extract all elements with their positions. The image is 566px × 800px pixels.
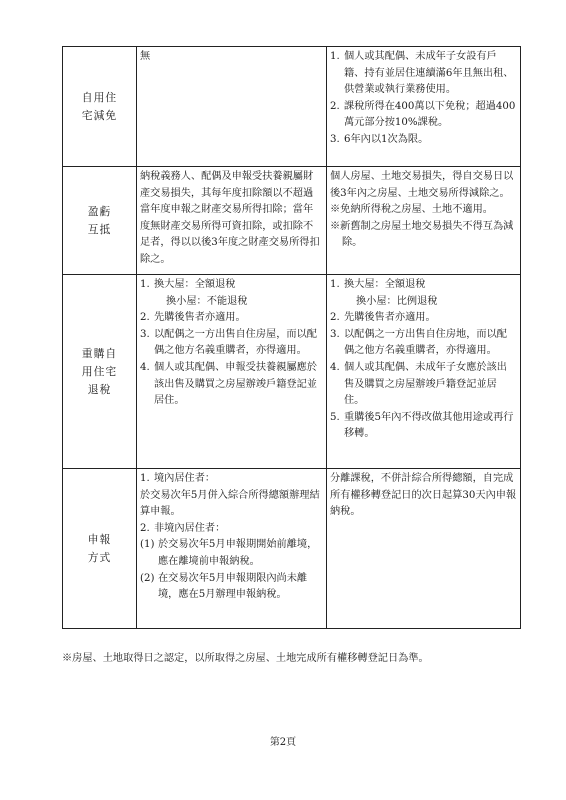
item-text: 課稅所得在400萬以下免稅；超過400萬元部分按10%課稅。 [344, 100, 516, 129]
new-system-cell [327, 275, 521, 469]
item-number: 1. [140, 473, 150, 484]
item-text: 於交易次年5月併入綜合所得總額辦理結算申報。 [140, 489, 320, 518]
item-number: 3. [330, 328, 340, 340]
item-text: 個人或其配偶、未成年子女設有戶籍、持有並居住連續滿6年且無出租、供營業或執行業務使用。 [344, 51, 514, 96]
cell-text: 個人房屋、土地交易損失，得自交易日以後3年內之房屋、土地交易所得減除之。 [330, 171, 514, 199]
item-text: 在交易次年5月申報期限內尚未離境，應在5月辦理申報納稅。 [158, 572, 308, 601]
new-system-cell [327, 47, 521, 167]
item-text: 換大屋：全額退稅 [344, 279, 426, 290]
item-text: 個人或其配偶、未成年子女應於該出售及購買之房屋辦竣戶籍登記並居住。 [344, 361, 507, 407]
row-label-line: 互抵 [87, 222, 112, 236]
row-label-line: 宅減免 [81, 108, 118, 122]
item-text: 重購後5年內不得改做其他用途或再行移轉。 [344, 411, 514, 440]
table-row [63, 167, 521, 275]
item-number: 1. [330, 279, 340, 290]
row-label-line: 方式 [87, 550, 112, 564]
list-item [140, 310, 323, 327]
item-text: 6年內以1次為限。 [344, 133, 429, 145]
item-text: 以配偶之一方出售自住房地，而以配偶之他方名義重購者，亦得適用。 [344, 328, 507, 357]
cell-text: 納稅義務人、配偶及申報受扶養親屬財產交易損失，其每年度扣除額以不超過當年度申報之財產交易所得扣除；當年度無財產交易所得可資扣除，或扣除不足者，得以以後3年度之財產交易所得扣除之。 [140, 171, 320, 265]
list-item [140, 360, 323, 410]
tax-comparison-table [62, 46, 521, 629]
item-number: 1. [330, 51, 340, 62]
item-text: 個人或其配偶、申報受扶養親屬應於該出售及購買之房屋辦竣戶籍登記並居住。 [154, 361, 317, 407]
item-number: 4. [330, 361, 340, 373]
item-text: 換大屋：全額退稅 [154, 279, 236, 290]
list-item [140, 277, 323, 294]
old-system-cell [137, 275, 327, 469]
item-number: 2. [330, 312, 340, 324]
row-label-line: 退稅 [87, 382, 112, 396]
list-item [330, 327, 517, 360]
note-text: ※新舊制之房屋土地交易損失不得互為減除。 [330, 220, 514, 249]
row-label-line: 自用住 [81, 90, 118, 104]
item-number: 3. [330, 133, 340, 145]
item-number: 2. [140, 312, 150, 324]
row-label-line: 重購自 [81, 346, 118, 360]
row-label-loss-offset [63, 167, 137, 275]
list-item [140, 327, 323, 360]
item-number: 4. [140, 361, 150, 373]
list-item [330, 360, 517, 410]
item-number: (1) [140, 539, 155, 551]
list-item [330, 132, 517, 149]
list-item [140, 571, 323, 604]
item-text: 非境內居住者： [154, 522, 226, 534]
item-text: 於交易次年5月申報期開始前離境，應在離境前申報納稅。 [158, 539, 318, 567]
footnote: ※房屋、土地取得日之認定，以所取得之房屋、土地完成所有權移轉登記日為準。 [62, 653, 429, 664]
item-text: 先購後售者亦適用。 [344, 312, 436, 324]
item-number: 3. [140, 328, 150, 340]
page-number: 第2頁 [269, 737, 297, 748]
row-label-filing-method [63, 469, 137, 629]
list-item [140, 537, 323, 570]
list-item [330, 99, 517, 132]
list-item [140, 488, 323, 521]
list-item [330, 294, 517, 311]
list-item [140, 471, 323, 488]
list-item [140, 294, 323, 311]
old-system-cell [137, 47, 327, 167]
list-item [330, 410, 517, 443]
list-item [330, 310, 517, 327]
cell-text: 分離課稅，不併計綜合所得總額，自完成所有權移轉登記日的次日起算30天內申報納稅。 [330, 473, 517, 518]
row-label-self-use-exemption [63, 47, 137, 167]
item-number: 2. [140, 522, 150, 534]
old-system-cell [137, 469, 327, 629]
item-number: (2) [140, 572, 155, 584]
new-system-cell [327, 469, 521, 629]
item-text: 先購後售者亦適用。 [154, 312, 246, 324]
row-label-repurchase-refund [63, 275, 137, 469]
list-item [330, 277, 517, 294]
item-text: 境內居住者： [154, 473, 216, 484]
row-label-line: 用住宅 [81, 364, 118, 378]
item-number: 1. [140, 279, 150, 290]
item-text: 換小屋：比例退稅 [356, 295, 438, 307]
new-system-cell [327, 167, 521, 275]
list-item [330, 49, 517, 99]
table-row [63, 275, 521, 469]
list-item [140, 521, 323, 538]
note-text: ※免納所得稅之房屋、土地不適用。 [330, 204, 493, 216]
item-text: 換小屋：不能退稅 [166, 295, 248, 307]
item-number: 2. [330, 100, 340, 112]
table-row [63, 47, 521, 167]
old-system-cell [137, 167, 327, 275]
cell-text: 無 [140, 51, 151, 62]
item-number: 5. [330, 411, 340, 423]
row-label-line: 申報 [87, 532, 112, 546]
item-text: 以配偶之一方出售自住房屋，而以配偶之他方名義重購者，亦得適用。 [154, 328, 317, 357]
table-row [63, 469, 521, 629]
row-label-line: 盈虧 [87, 204, 112, 218]
